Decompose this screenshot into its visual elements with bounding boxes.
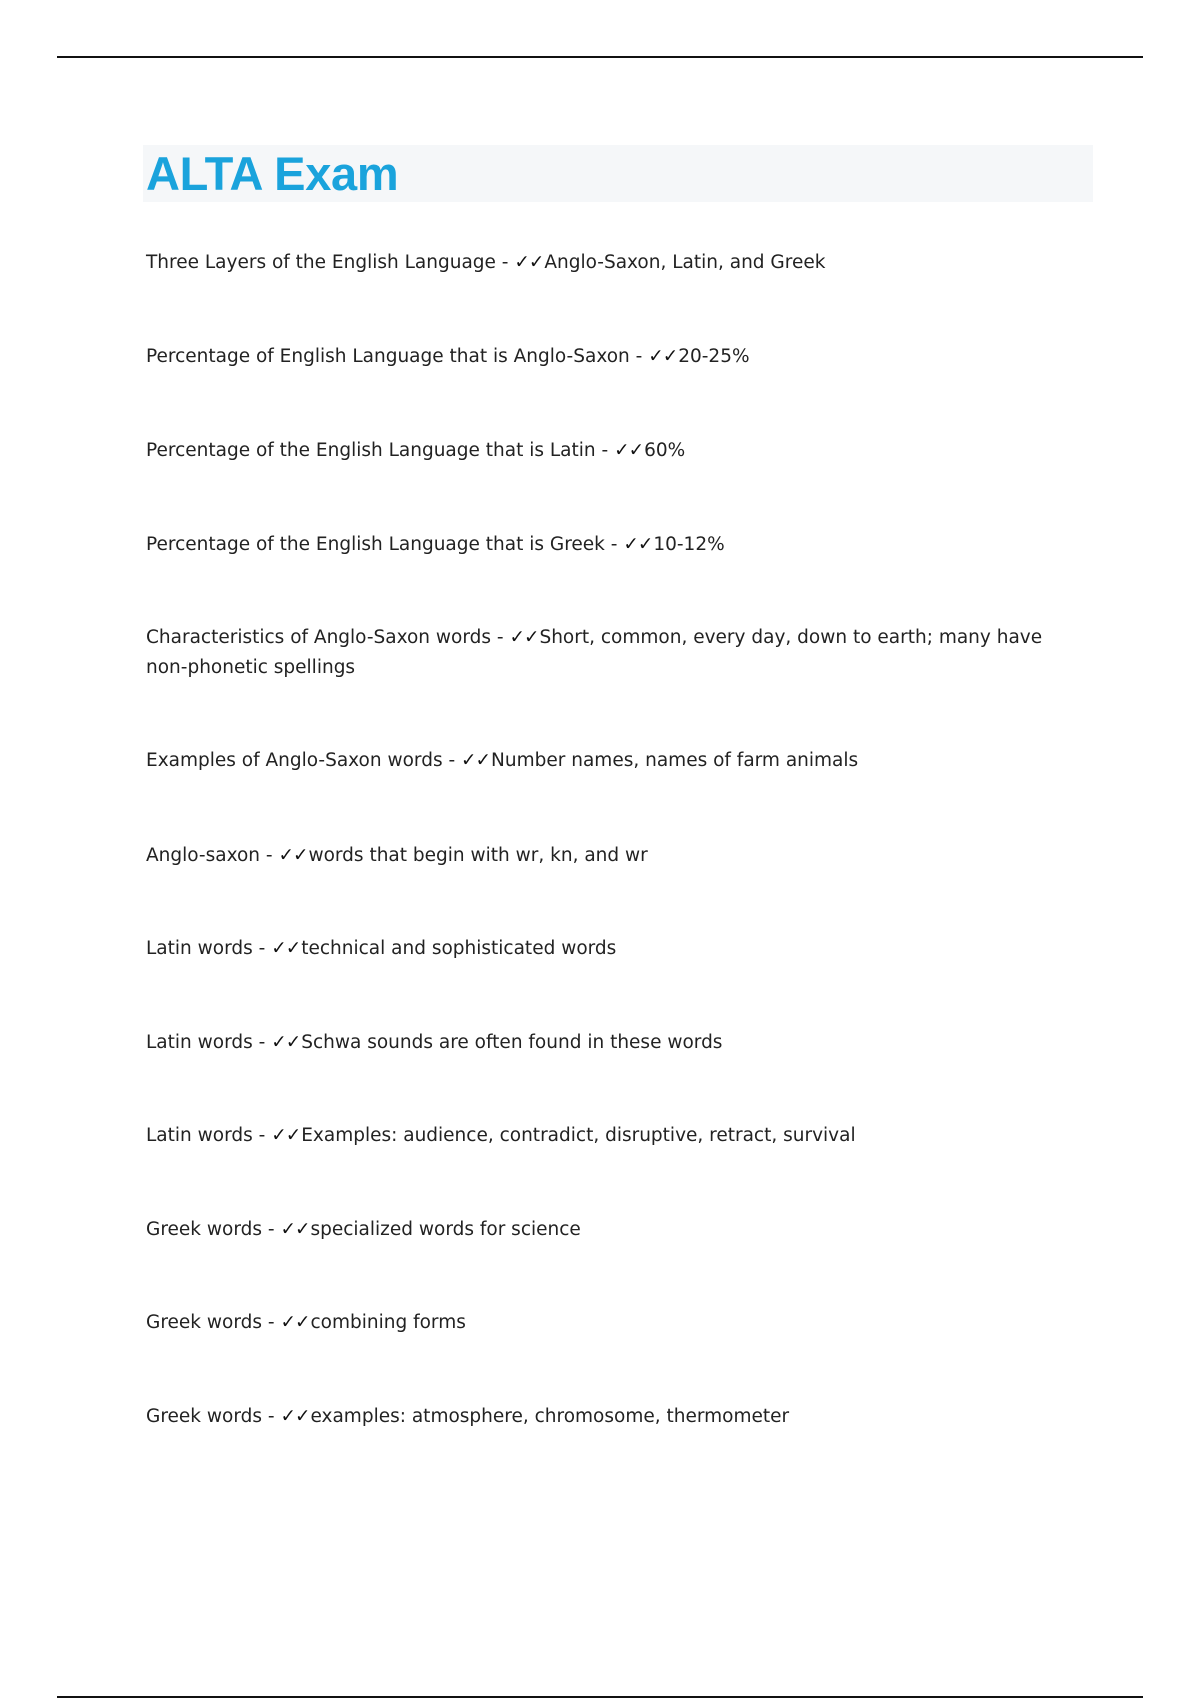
title-band xyxy=(143,145,1093,202)
flashcard-definition: Anglo-Saxon, Latin, and Greek xyxy=(544,252,826,273)
flashcard-item xyxy=(146,248,1086,278)
flashcard-item xyxy=(146,1215,1086,1245)
check-mark-icon: ✓✓ xyxy=(509,627,539,648)
separator: - xyxy=(495,252,515,273)
flashcard-term: Latin words xyxy=(146,1125,253,1146)
check-mark-icon: ✓✓ xyxy=(271,1032,301,1053)
check-mark-icon: ✓✓ xyxy=(271,938,301,959)
check-mark-icon: ✓✓ xyxy=(614,440,644,461)
flashcard-term: Latin words xyxy=(146,938,253,959)
header-rule xyxy=(57,56,1143,58)
flashcard-item xyxy=(146,623,1086,683)
separator: - xyxy=(252,1032,272,1053)
separator: - xyxy=(262,1312,281,1333)
check-mark-icon: ✓✓ xyxy=(514,252,544,273)
flashcard-item xyxy=(146,841,1086,871)
flashcard-term: Percentage of English Language that is Anglo-Saxon xyxy=(146,346,630,367)
check-mark-icon: ✓✓ xyxy=(278,845,308,866)
flashcard-definition: Number names, names of farm animals xyxy=(491,750,859,771)
separator: - xyxy=(262,1219,281,1240)
flashcard-definition: examples: atmosphere, chromosome, thermometer xyxy=(310,1406,790,1427)
flashcard-definition: combining forms xyxy=(310,1312,466,1333)
flashcard-item xyxy=(146,934,1086,964)
flashcard-definition: Short, common, every day, down to earth; many have non-phonetic spellings xyxy=(146,627,1043,678)
flashcard-definition: 10-12% xyxy=(653,534,725,555)
flashcard-term: Greek words xyxy=(146,1219,263,1240)
flashcard-item xyxy=(146,436,1086,466)
document-title: ALTA Exam xyxy=(146,147,399,200)
separator: - xyxy=(252,938,272,959)
flashcard-item xyxy=(146,342,1086,372)
flashcard-term: Greek words xyxy=(146,1406,263,1427)
check-mark-icon: ✓✓ xyxy=(623,534,653,555)
flashcard-term: Greek words xyxy=(146,1312,263,1333)
footer-rule xyxy=(57,1696,1143,1698)
separator: - xyxy=(252,1125,272,1146)
separator: - xyxy=(604,534,624,555)
flashcard-term: Percentage of the English Language that is Latin xyxy=(146,440,596,461)
flashcard-definition: words that begin with wr, kn, and wr xyxy=(308,845,648,866)
separator: - xyxy=(629,346,649,367)
flashcard-term: Percentage of the English Language that is Greek xyxy=(146,534,605,555)
check-mark-icon: ✓✓ xyxy=(461,750,491,771)
flashcard-item xyxy=(146,746,1086,776)
check-mark-icon: ✓✓ xyxy=(280,1219,310,1240)
separator: - xyxy=(262,1406,281,1427)
flashcard-definition: Examples: audience, contradict, disruptive, retract, survival xyxy=(301,1125,856,1146)
flashcard-term: Examples of Anglo-Saxon words xyxy=(146,750,443,771)
flashcard-item xyxy=(146,1121,1086,1151)
flashcard-item xyxy=(146,1308,1086,1338)
check-mark-icon: ✓✓ xyxy=(280,1312,310,1333)
check-mark-icon: ✓✓ xyxy=(271,1125,301,1146)
flashcard-definition: 60% xyxy=(644,440,686,461)
separator: - xyxy=(595,440,615,461)
separator: - xyxy=(260,845,279,866)
flashcard-term: Three Layers of the English Language xyxy=(146,252,496,273)
flashcard-term: Latin words xyxy=(146,1032,253,1053)
flashcard-item xyxy=(146,530,1086,560)
separator: - xyxy=(491,627,510,648)
flashcard-definition: specialized words for science xyxy=(310,1219,581,1240)
flashcard-definition: technical and sophisticated words xyxy=(301,938,617,959)
flashcard-item xyxy=(146,1402,1086,1432)
flashcard-definition: 20-25% xyxy=(678,346,750,367)
flashcard-term: Characteristics of Anglo-Saxon words xyxy=(146,627,492,648)
check-mark-icon: ✓✓ xyxy=(648,346,678,367)
separator: - xyxy=(442,750,462,771)
flashcard-item xyxy=(146,1028,1086,1058)
check-mark-icon: ✓✓ xyxy=(280,1406,310,1427)
flashcard-definition: Schwa sounds are often found in these words xyxy=(301,1032,723,1053)
flashcard-term: Anglo-saxon xyxy=(146,845,260,866)
